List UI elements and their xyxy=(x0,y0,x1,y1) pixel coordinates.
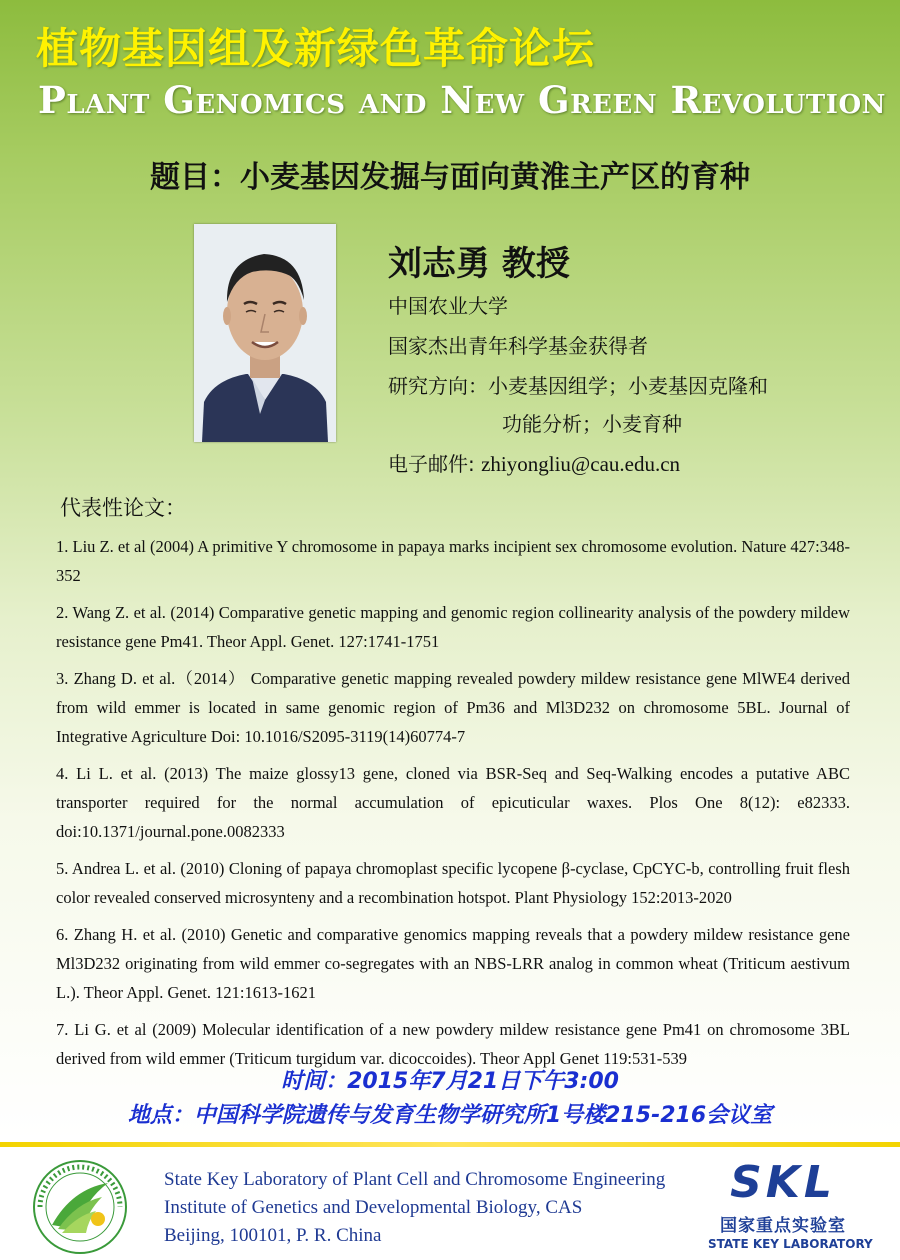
footer xyxy=(0,1147,900,1260)
speaker-photo xyxy=(194,224,336,442)
email-label: 电子邮件: xyxy=(388,452,482,476)
institute-name: Institute of Genetics and Developmental Biology, CAS xyxy=(164,1197,583,1218)
paper-item: 1. Liu Z. et al (2004) A primitive Y chromosome in papaya marks incipient sex chromosome evolution. Nature 427:348-352 xyxy=(56,537,850,585)
speaker-affiliation: 中国农业大学 xyxy=(388,294,508,318)
paper-item: 4. Li L. et al. (2013) The maize glossy13 gene, cloned via BSR-Seq and Seq-Walking encodes a putative ABC transporter required for the normal accumulation of epicuticular waxes. Plos One 8(12): e82333. doi:10.1371/journal.pone.0082333 xyxy=(56,764,850,841)
speaker-honor: 国家杰出青年科学基金获得者 xyxy=(388,334,648,358)
paper-item: 5. Andrea L. et al. (2010) Cloning of papaya chromoplast specific lycopene β-cyclase, CpCYC-b, controlling fruit flesh color revealed conserved microsynteny and a recombination hotspot. Plant Physiology 152:2013-2020 xyxy=(56,859,850,907)
paper-item: 6. Zhang H. et al. (2010) Genetic and comparative genomics mapping reveals that a powdery mildew resistance gene Ml3D232 originating from wild emmer co-segregates with an NBS-LRR analog in common wheat (Triticum aestivum L.). Theor Appl. Genet. 121:1613-1621 xyxy=(56,925,850,1002)
skl-logo xyxy=(708,1157,873,1257)
skl-name-en: STATE KEY LABORATORY xyxy=(708,1237,873,1251)
papers-heading: 代表性论文： xyxy=(60,496,186,520)
speaker-name: 刘志勇 教授 xyxy=(388,244,570,284)
speaker-email xyxy=(388,448,680,477)
paper-list xyxy=(56,532,850,1081)
paper-item: 7. Li G. et al (2009) Molecular identification of a new powdery mildew resistance gene Pm41 on chromosome 3BL derived from wild emmer (Triticum turgidum var. dicoccoides). Theor Appl Genet 119:531-539 xyxy=(56,1020,850,1068)
forum-title-en: Plant Genomics and New Green Revolution xyxy=(38,78,886,122)
forum-title-cn: 植物基因组及新绿色革命论坛 xyxy=(36,24,596,73)
lab-address: Beijing, 100101, P. R. China xyxy=(164,1225,382,1246)
speaker-research xyxy=(388,370,768,399)
lab-name: State Key Laboratory of Plant Cell and Chromosome Engineering xyxy=(164,1169,666,1190)
skl-mark: SKL xyxy=(730,1157,836,1208)
paper-item: 2. Wang Z. et al. (2014) Comparative genetic mapping and genomic region collinearity analysis of the powdery mildew resistance gene Pm41. Theor Appl. Genet. 127:1741-1751 xyxy=(56,603,850,651)
event-time: 时间：2015年7月21日下午3:00 xyxy=(281,1069,619,1094)
research-line-1: 小麦基因组学；小麦基因克隆和 xyxy=(488,374,768,398)
portrait-icon xyxy=(194,224,336,442)
research-label: 研究方向： xyxy=(388,374,488,398)
email-address: zhiyongliu@cau.edu.cn xyxy=(481,452,681,476)
talk-topic: 题目：小麦基因发掘与面向黄淮主产区的育种 xyxy=(150,160,750,195)
research-line-2: 功能分析；小麦育种 xyxy=(502,412,682,436)
paper-item: 3. Zhang D. et al.（2014） Comparative genetic mapping revealed powdery mildew resistance gene MlWE4 derived from wild emmer is located in same genomic region of Pm36 and Ml3D232 on chromosome 5BL. Journal of Integrative Agriculture Doi: 10.1016/S2095-3119(14)60774-7 xyxy=(56,669,850,746)
skl-name-cn: 国家重点实验室 xyxy=(720,1216,846,1236)
event-place: 地点：中国科学院遗传与发育生物学研究所1号楼215-216会议室 xyxy=(127,1103,773,1128)
lab-logo-icon xyxy=(32,1159,128,1255)
